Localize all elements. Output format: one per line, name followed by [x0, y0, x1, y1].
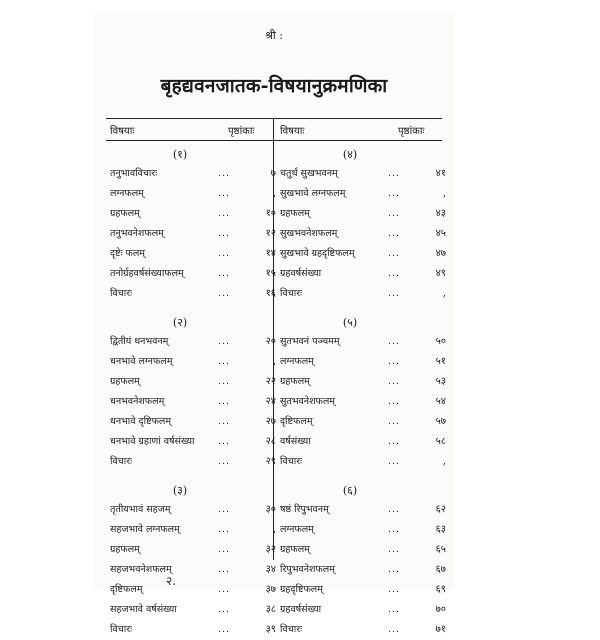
- toc-entry-page: ,: [272, 524, 276, 535]
- toc-entry-page: ७०: [435, 604, 446, 615]
- leader-dots: ...: [388, 208, 401, 219]
- toc-entry-label: तनुभवनेशफलम्: [110, 228, 164, 239]
- toc-entry-page: ३९: [265, 624, 276, 635]
- section-number: (२): [172, 316, 188, 329]
- toc-entry: [280, 412, 450, 432]
- toc-entry: [280, 560, 450, 580]
- toc-entry-label: चतुर्थं सुखभवनम्: [280, 168, 338, 179]
- toc-entry: [280, 224, 450, 244]
- toc-entry-label: तनुभावविचारः: [110, 168, 158, 179]
- toc-entry-label: ग्रहफलम्: [280, 208, 310, 219]
- leader-dots: ...: [218, 188, 231, 199]
- toc-entry-page: ५३: [435, 376, 446, 387]
- leader-dots: ...: [388, 524, 401, 535]
- leader-dots: ...: [388, 584, 401, 595]
- toc-entry-label: लग्नफलम्: [280, 524, 314, 535]
- leader-dots: ...: [388, 396, 401, 407]
- toc-entry-label: सुखभवनेशफलम्: [280, 228, 338, 239]
- book-page: [94, 14, 454, 635]
- toc-entry-page: २०: [265, 336, 276, 347]
- toc-entry: [110, 520, 280, 540]
- left-page-header: पृष्ठांकाः: [228, 126, 255, 137]
- toc-entry-label: सहजभवनेशफलम्: [110, 564, 172, 575]
- leader-dots: ...: [218, 168, 231, 179]
- toc-entry: [280, 244, 450, 264]
- toc-entry: [280, 264, 450, 284]
- leader-dots: ...: [218, 356, 231, 367]
- toc-entry-page: ४५: [435, 228, 446, 239]
- toc-entry-label: विचारः: [110, 456, 133, 467]
- leader-dots: ...: [218, 584, 231, 595]
- leader-dots: ...: [218, 624, 231, 635]
- toc-entry-page: २९: [265, 456, 276, 467]
- page-title: बृहद्यवनजातक-विषयानुक्रमणिका: [160, 75, 388, 97]
- toc-entry-label: धनभावे दृष्टिफलम्: [110, 416, 172, 427]
- toc-entry: [110, 332, 280, 352]
- toc-entry-label: तनोर्ग्रहवर्षसंख्याफलम्: [110, 268, 184, 279]
- toc-entry: [280, 372, 450, 392]
- leader-dots: ...: [218, 504, 231, 515]
- section-spacer: [110, 472, 280, 482]
- toc-entry-label: ग्रहफलम्: [280, 544, 310, 555]
- toc-entry: [110, 224, 280, 244]
- toc-entry: [110, 432, 280, 452]
- leader-dots: ...: [218, 564, 231, 575]
- toc-entry-label: दृष्टेः फलम्: [110, 248, 145, 259]
- leader-dots: ...: [388, 456, 401, 467]
- toc-entry: [280, 164, 450, 184]
- leader-dots: ...: [388, 416, 401, 427]
- leader-dots: ...: [218, 416, 231, 427]
- toc-entry-label: ग्रहफलम्: [110, 376, 140, 387]
- toc-entry: [280, 520, 450, 540]
- toc-entry-label: सहजभावे लग्नफलम्: [110, 524, 180, 535]
- toc-entry: [110, 600, 280, 620]
- toc-entry-label: धनभावे लग्नफलम्: [110, 356, 173, 367]
- toc-entry-page: ४९: [435, 268, 446, 279]
- leader-dots: ...: [388, 604, 401, 615]
- toc-entry-label: सुखभावे लग्नफलम्: [280, 188, 346, 199]
- left-column: [110, 146, 280, 640]
- leader-dots: ...: [388, 436, 401, 447]
- toc-entry: [110, 560, 280, 580]
- leader-dots: ...: [388, 376, 401, 387]
- toc-entry: [110, 284, 280, 304]
- leader-dots: ...: [218, 436, 231, 447]
- right-column: [280, 146, 450, 640]
- toc-entry: [280, 432, 450, 452]
- toc-entry-label: सुतभवनेशफलम्: [280, 396, 335, 407]
- toc-entry-page: ५७: [435, 416, 446, 427]
- leader-dots: ...: [388, 564, 401, 575]
- toc-entry-label: तृतीयभावं सहजम्: [110, 504, 171, 515]
- toc-entry-label: ग्रहवर्षसंख्या: [280, 604, 322, 615]
- leader-dots: ...: [218, 208, 231, 219]
- toc-entry: [280, 600, 450, 620]
- toc-entry-label: रिपुभवनेशफलम्: [280, 564, 335, 575]
- leader-dots: ...: [218, 544, 231, 555]
- leader-dots: ...: [218, 396, 231, 407]
- toc-entry-page: ,: [442, 188, 446, 199]
- toc-entry-label: विचारः: [280, 288, 303, 299]
- toc-entry-page: ५४: [435, 396, 446, 407]
- toc-entry: [280, 580, 450, 600]
- toc-entry-label: धनभावे ग्रहाणां वर्षसंख्या: [110, 436, 195, 447]
- page-number: २.: [166, 574, 177, 588]
- leader-dots: ...: [388, 504, 401, 515]
- toc-entry: [110, 392, 280, 412]
- leader-dots: ...: [218, 288, 231, 299]
- section-number: (५): [342, 316, 358, 329]
- leader-dots: ...: [388, 228, 401, 239]
- leader-dots: ...: [218, 268, 231, 279]
- leader-dots: ...: [388, 356, 401, 367]
- toc-entry: [110, 372, 280, 392]
- toc-entry: [110, 540, 280, 560]
- toc-entry: [110, 412, 280, 432]
- toc-entry-label: ग्रहफलम्: [280, 376, 310, 387]
- toc-entry: [280, 500, 450, 520]
- toc-entry-label: सुतभवनं पञ्चमम्: [280, 336, 340, 347]
- toc-entry: [110, 620, 280, 640]
- toc-entry-page: ,: [272, 356, 276, 367]
- toc-entry: [110, 164, 280, 184]
- toc-entry-page: ५०: [435, 336, 446, 347]
- toc-entry: [110, 244, 280, 264]
- toc-entry: [110, 184, 280, 204]
- toc-entry-label: षष्ठं रिपुभवनम्: [280, 504, 329, 515]
- leader-dots: ...: [218, 524, 231, 535]
- toc-entry-label: विचारः: [110, 624, 133, 635]
- toc-entry-page: २७: [265, 416, 276, 427]
- left-subject-header: विषयाः: [110, 126, 135, 137]
- toc-entry-page: १०: [265, 208, 276, 219]
- toc-entry-label: ग्रहवर्षसंख्या: [280, 268, 322, 279]
- right-page-header: पृष्ठांकाः: [398, 126, 425, 137]
- toc-entry: [280, 452, 450, 472]
- leader-dots: ...: [218, 248, 231, 259]
- leader-dots: ...: [218, 228, 231, 239]
- right-subject-header: विषयाः: [280, 126, 305, 137]
- toc-entry-page: ५८: [435, 436, 446, 447]
- toc-entry: [110, 352, 280, 372]
- toc-entry: [280, 392, 450, 412]
- toc-entry: [110, 452, 280, 472]
- toc-entry: [280, 204, 450, 224]
- toc-entry-label: सुखभावे ग्रहदृष्टिफलम्: [280, 248, 355, 259]
- toc-entry-page: ३२: [265, 544, 276, 555]
- leader-dots: ...: [218, 456, 231, 467]
- toc-entry-label: दृष्टिफलम्: [280, 416, 313, 427]
- toc-entry: [280, 620, 450, 640]
- toc-entry-page: १२: [265, 228, 276, 239]
- leader-dots: ...: [388, 248, 401, 259]
- toc-entry-page: ३८: [265, 604, 276, 615]
- toc-entry-page: ६३: [435, 524, 446, 535]
- toc-entry-page: ७१: [435, 624, 446, 635]
- toc-entry: [280, 352, 450, 372]
- toc-entry-label: विचारः: [110, 288, 133, 299]
- leader-dots: ...: [388, 624, 401, 635]
- toc-entry-label: ग्रहफलम्: [110, 208, 140, 219]
- toc-entry-label: ग्रहफलम्: [110, 544, 140, 555]
- toc-entry-label: लग्नफलम्: [110, 188, 144, 199]
- toc-entry-page: ,: [442, 456, 446, 467]
- leader-dots: ...: [388, 188, 401, 199]
- leader-dots: ...: [388, 288, 401, 299]
- toc-entry-page: ६५: [435, 544, 446, 555]
- toc-entry-label: लग्नफलम्: [280, 356, 314, 367]
- section-spacer: [280, 472, 450, 482]
- toc-entry: [110, 580, 280, 600]
- toc-entry: [280, 332, 450, 352]
- toc-entry: [110, 204, 280, 224]
- toc-entry-page: २८: [265, 436, 276, 447]
- toc-entry-label: ग्रहदृष्टिफलम्: [280, 584, 323, 595]
- leader-dots: ...: [388, 544, 401, 555]
- leader-dots: ...: [388, 168, 401, 179]
- toc-entry-label: द्वितीयं धनभवनम्: [110, 336, 169, 347]
- leader-dots: ...: [388, 336, 401, 347]
- toc-entry: [110, 264, 280, 284]
- toc-entry: [280, 540, 450, 560]
- toc-entry-page: १५: [265, 268, 276, 279]
- toc-entry-label: सहजभावे वर्षसंख्या: [110, 604, 177, 615]
- header-mark: श्री :: [265, 29, 283, 42]
- leader-dots: ...: [218, 604, 231, 615]
- toc-entry: [280, 284, 450, 304]
- header-rule: [106, 140, 442, 141]
- toc-entry-page: ३४: [265, 564, 276, 575]
- section-spacer: [110, 304, 280, 314]
- toc-entry-label: विचारः: [280, 624, 303, 635]
- toc-entry-page: ३७: [265, 584, 276, 595]
- toc-entry-page: १६: [265, 288, 276, 299]
- section-number: (१): [172, 148, 188, 161]
- section-number: (४): [342, 148, 358, 161]
- toc-entry-label: विचारः: [280, 456, 303, 467]
- toc-entry-page: ६९: [435, 584, 446, 595]
- leader-dots: ...: [218, 376, 231, 387]
- top-rule: [106, 118, 442, 119]
- toc-entry-label: दृष्टिफलम्: [110, 584, 143, 595]
- toc-entry-page: ६२: [435, 504, 446, 515]
- toc-entry-page: ५१: [435, 356, 446, 367]
- toc-entry-page: ३०: [265, 504, 276, 515]
- leader-dots: ...: [218, 336, 231, 347]
- toc-entry-page: ,: [272, 188, 276, 199]
- leader-dots: ...: [388, 268, 401, 279]
- toc-entry-label: वर्षसंख्या: [280, 436, 311, 447]
- section-number: (६): [342, 484, 358, 497]
- toc-entry-page: २४: [265, 396, 276, 407]
- toc-entry-page: ७: [270, 168, 276, 179]
- toc-entry-page: ४३: [435, 208, 446, 219]
- toc-entry-page: १४: [265, 248, 276, 259]
- toc-entry: [280, 184, 450, 204]
- toc-entry: [110, 500, 280, 520]
- toc-entry-page: ४१: [435, 168, 446, 179]
- toc-entry-page: ६७: [435, 564, 446, 575]
- toc-entry-label: धनभवनेशफलम्: [110, 396, 165, 407]
- toc-entry-page: ४७: [435, 248, 446, 259]
- section-number: (३): [172, 484, 188, 497]
- toc-entry-page: ,: [442, 288, 446, 299]
- toc-entry-page: २२: [265, 376, 276, 387]
- section-spacer: [280, 304, 450, 314]
